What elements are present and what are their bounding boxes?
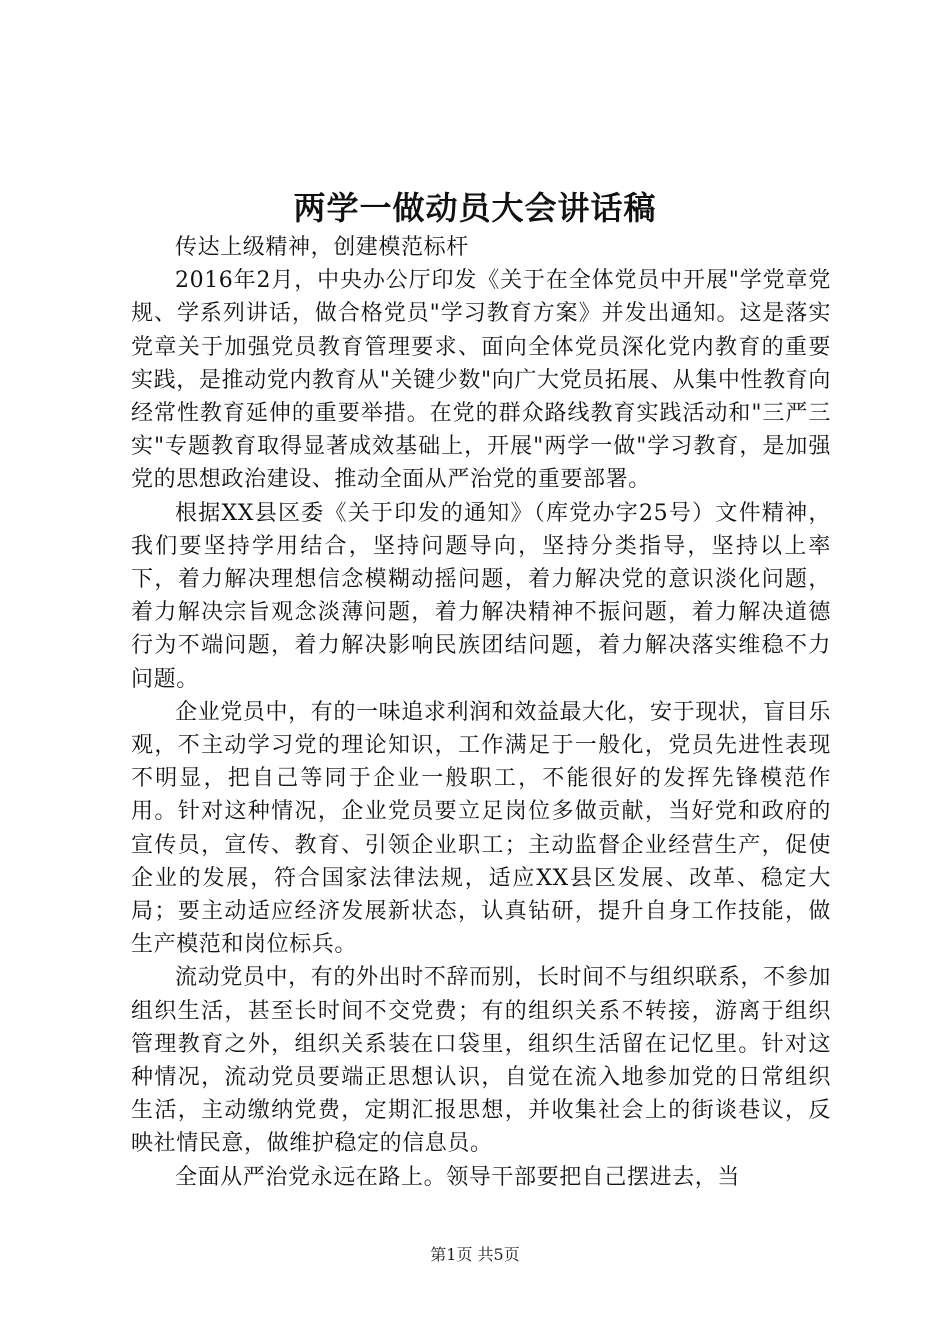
document-body [131,231,831,1194]
paragraph-requirements: 根据XX县区委《关于印发的通知》（库党办字25号）文件精神，我们要坚持学用结合，坚持问题导向，坚持分类指导，坚持以上率下，着力解决理想信念模糊动摇问题，着力解决党的意识淡化问题，着力解决宗旨观念淡薄问题，着力解决精神不振问题，着力解决道德行为不端问题，着力解决影响民族团结问题，着力解决落实维稳不力问题。 [131,500,831,692]
page-footer: 第1页 共5页 [430,1245,520,1264]
paragraph-enterprise-members: 企业党员中，有的一味追求利润和效益最大化，安于现状，盲目乐观，不主动学习党的理论知识，工作满足于一般化，党员先进性表现不明显，把自己等同于企业一般职工，不能很好的发挥先锋模范作用。针对这种情况，企业党员要立足岗位多做贡献，当好党和政府的宣传员，宣传、教育、引领企业职工；主动监督企业经营生产，促使企业的发展，符合国家法律法规，适应XX县区发展、改革、稳定大局；要主动适应经济发展新状态，认真钻研，提升自身工作技能，做生产模范和岗位标兵。 [131,699,831,958]
paragraph-mobile-members: 流动党员中，有的外出时不辞而别，长时间不与组织联系，不参加组织生活，甚至长时间不交党费；有的组织关系不转接，游离于组织管理教育之外，组织关系装在口袋里，组织生活留在记忆里。针对这种情况，流动党员要端正思想认识，自觉在流入地参加党的日常组织生活，主动缴纳党费，定期汇报思想，并收集社会上的街谈巷议，反映社情民意，做维护稳定的信息员。 [131,965,831,1157]
paragraph-notice: 2016年2月，中央办公厅印发《关于在全体党员中开展"学党章党规、学系列讲话，做合格党员"学习教育方案》并发出通知。这是落实党章关于加强党员教育管理要求、面向全体党员深化党内教育的重要实践，是推动党内教育从"关键少数"向广大党员拓展、从集中性教育向经常性教育延伸的重要举措。在党的群众路线教育实践活动和"三严三实"专题教育取得显著成效基础上，开展"两学一做"学习教育，是加强党的思想政治建设、推动全面从严治党的重要部署。 [131,268,831,493]
document-title: 两学一做动员大会讲话稿 [293,189,657,227]
paragraph-heading: 传达上级精神，创建模范标杆 [175,235,469,260]
paragraph-strict-governance: 全面从严治党永远在路上。领导干部要把自己摆进去，当 [175,1164,741,1190]
